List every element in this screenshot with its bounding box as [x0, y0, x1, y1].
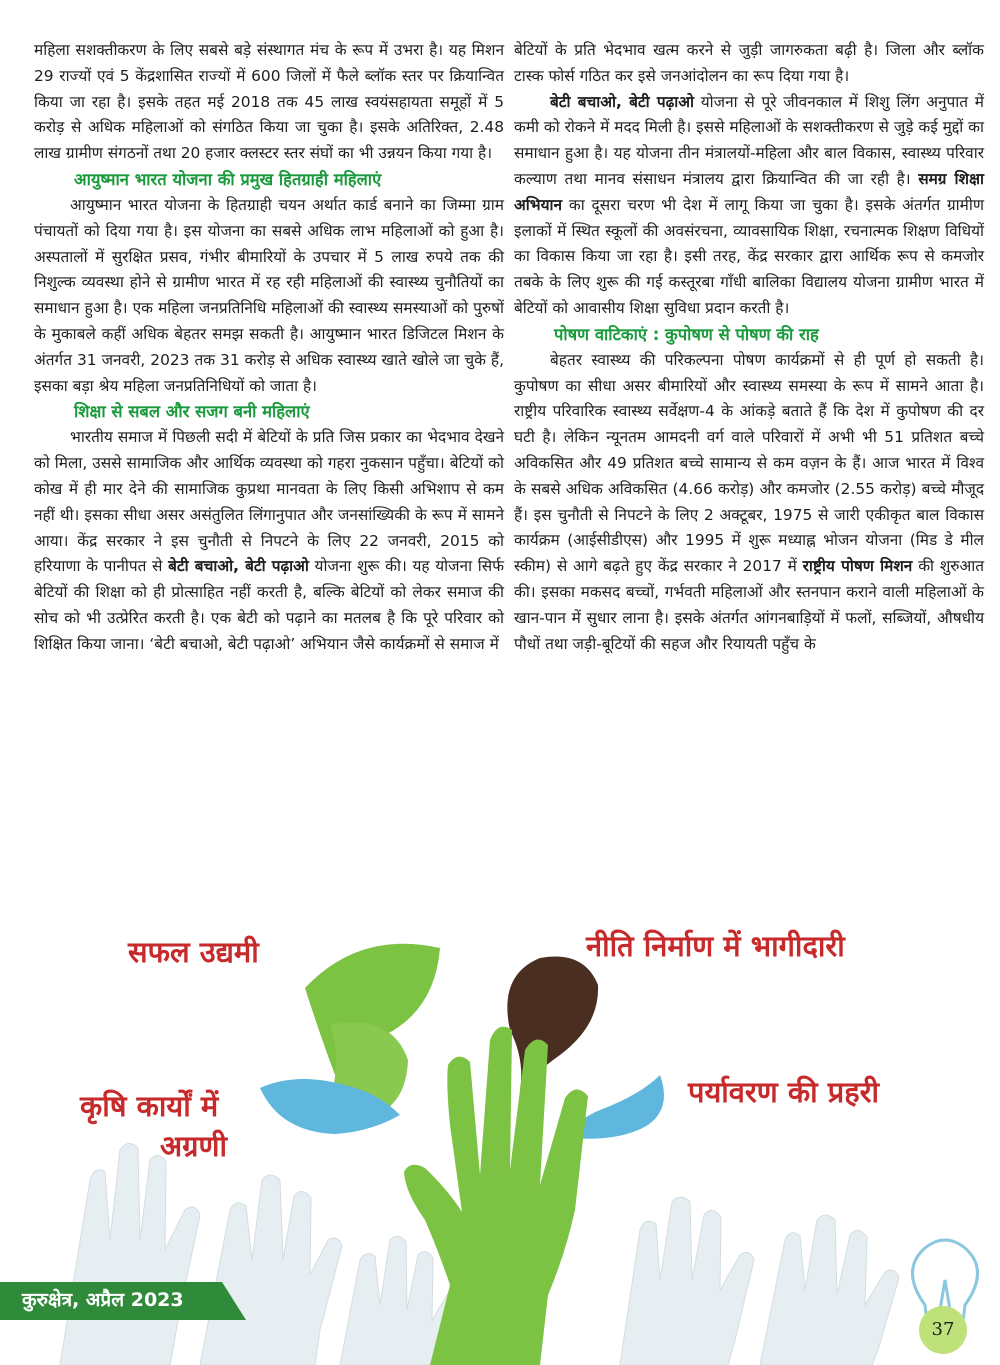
heading-ayushman: आयुष्मान भारत योजना की प्रमुख हितग्राही महिलाएं: [74, 169, 382, 189]
left-paragraph-2: आयुष्मान भारत योजना के हितग्राही चयन अर्थात कार्ड बनाने का जिम्मा ग्राम पंचायतों को दिया गया है। इस योजना का सबसे अधिक लाभ महिलाओं को हुआ है। अस्पतालों में सुरक्षित प्रसव, गंभीर बीमारियों के उपचार में 5 लाख रुपये तक की निशुल्क व्यवस्था होने से ग्रामीण भारत में रह रही महिलाओं की स्वास्थ्य चुनौतियों का समाधान हुआ है। एक महिला जनप्रतिनिधि महिलाओं की स्वास्थ्य समस्याओं को पुरुषों के मुकाबले कहीं अधिक बेहतर समझ सकती है। आयुष्मान भारत डिजिटल मिशन के अंतर्गत 31 जनवरी, 2023 तक 31 करोड़ से अधिक स्वास्थ्य खाते खोले जा चुके हैं, इसका बड़ा श्रेय महिला जनप्रतिनिधियों को जाता है।: [34, 195, 504, 395]
right-paragraph-3: [514, 348, 984, 658]
text-run: योजना से पूरे जीवनकाल में शिशु लिंग अनुपात में कमी को रोकने में मदद मिली है। इससे महिलाओं के सशक्तीकरण से जुड़े कई मुद्दों का समाधान हुआ है। यह योजना तीन मंत्रालयों-महिला और बाल विकास, स्वास्थ्य परिवार कल्याण तथा मानव संसाधन मंत्रालय द्वारा क्रियान्वित की जा रही है।: [514, 92, 984, 188]
text-run: बेहतर स्वास्थ्य की परिकल्पना पोषण कार्यक्रमों से ही पूर्ण हो सकती है। कुपोषण का सीधा असर बीमारियों और स्वास्थ्य समस्या के रूप में सामने आता है। राष्ट्रीय परिवारिक स्वास्थ्य सर्वेक्षण-4 के आंकड़े बताते हैं कि देश में कुपोषण की दर घटी है। लेकिन न्यूनतम आमदनी वर्ग वाले परिवारों में अभी भी 51 प्रतिशत बच्चे अविकसित और 49 प्रतिशत बच्चे सामान्य से कम वज़न के हैं। आज भारत में विश्व के सबसे अधिक अविकसित (4.66 करोड़) और कमजोर (2.55 करोड़) बच्चे मौजूद हैं। इस चुनौती से निपटने के लिए 2 अक्टूबर, 1975 से जारी एकीकृत बाल विकास कार्यक्रम (आईसीडीएस) और 1995 में शुरू मध्याह्न भोजन योजना (मिड डे मील स्कीम) से आगे बढ़ते हुए केंद्र सरकार ने 2017 में: [514, 350, 984, 576]
bold-scheme-name: समग्र शिक्षा अभियान: [514, 169, 984, 214]
label-paryavaran: पर्यावरण की प्रहरी: [688, 1075, 880, 1109]
right-paragraph-2: [514, 90, 984, 322]
label-safal-udyami: सफल उद्यमी: [128, 935, 259, 969]
left-column: [34, 38, 504, 658]
heading-shiksha: शिक्षा से सबल और सजग बनी महिलाएं: [74, 402, 310, 422]
text-run: योजना शुरू की। यह योजना सिर्फ बेटियों की शिक्षा को ही प्रोत्साहित नहीं करती है, बल्कि बेटियों को लेकर समाज की सोच को भी उत्प्रेरित करती है। एक बेटी को पढ़ाने का मतलब है कि पूरे परिवार को शिक्षित किया जाना। ‘बेटी बचाओ, बेटी पढ़ाओ’ अभियान जैसे कार्यक्रमों से समाज में: [34, 557, 504, 653]
bold-scheme-name: बेटी बचाओ, बेटी पढ़ाओ: [168, 557, 309, 576]
right-paragraph-1: बेटियों के प्रति भेदभाव खत्म करने से जुड़ी जागरुकता बढ़ी है। जिला और ब्लॉक टास्क फोर्स गठित कर इसे जनआंदोलन का रूप दिया गया है।: [514, 41, 984, 85]
bold-scheme-name: बेटी बचाओ, बेटी पढ़ाओ: [550, 92, 694, 111]
text-run: का दूसरा चरण भी देश में लागू किया जा चुका है। इसके अंतर्गत ग्रामीण इलाकों में स्थित स्कूलों की अवसंरचना, व्यावसायिक शिक्षा, रचनात्मक शिक्षण विधियों का विकास किया जा रहा है। इसी तरह, केंद्र सरकार द्वारा आर्थिक रूप से कमजोर तबके के लिए शुरू की गई कस्तूरबा गाँधी बालिका विद्यालय योजना ग्रामीण भारत में बेटियों को आवासीय शिक्षा सुविधा प्रदान करती है।: [514, 195, 984, 317]
text-run: की शुरुआत की। इसका मकसद बच्चों, गर्भवती महिलाओं और स्तनपान कराने वाली महिलाओं के खान-पान में सुधार लाना है। इसके अंतर्गत आंगनबाड़ियों में फलों, सब्जियों, औषधीय पौधों तथा जड़ी-बूटियों की सहज और रियायती पहुँच के: [514, 557, 984, 653]
text-run: भारतीय समाज में पिछली सदी में बेटियों के प्रति जिस प्रकार का भेदभाव देखने को मिला, उससे सामाजिक और आर्थिक व्यवस्था को गहरा नुकसान पहुँचा। बेटियों को कोख में ही मार देने की सामाजिक कुप्रथा मानवता के लिए किसी अभिशाप से कम नहीं थी। इसका सीधा असर असंतुलित लिंगानुपात और जनसांख्यिकी के रूप में सामने आया। केंद्र सरकार ने इस चुनौती से निपटने के लिए 22 जनवरी, 2015 को हरियाणा के पानीपत से: [34, 428, 504, 576]
label-niti-nirman: नीति निर्माण में भागीदारी: [586, 929, 845, 963]
label-agrani: अग्रणी: [160, 1129, 227, 1163]
left-paragraph-1: महिला सशक्तीकरण के लिए सबसे बड़े संस्थागत मंच के रूप में उभरा है। यह मिशन 29 राज्यों एवं 5 केंद्रशासित राज्यों में 600 जिलों में फैले ब्लॉक स्तर पर क्रियान्वित किया जा रहा है। इसके तहत मई 2018 तक 45 लाख स्वयंसहायता समूहों में 5 करोड़ से अधिक महिलाओं को संगठित किया जा चुका है। इसके अतिरिक्त, 2.48 लाख ग्रामीण संगठनों तथा 20 हजार क्लस्टर स्तर संघों का भी उन्नयन किया गया है।: [34, 41, 504, 163]
right-column: [514, 38, 984, 657]
brown-drop-shape: [507, 957, 598, 1090]
bold-scheme-name: राष्ट्रीय पोषण मिशन: [802, 557, 913, 576]
heading-poshan: पोषण वाटिकाएं : कुपोषण से पोषण की राह: [554, 324, 819, 344]
page-number: 37: [931, 1319, 955, 1340]
label-krishi-karya: कृषि कार्यों में: [80, 1089, 219, 1123]
footer-magazine-name: कुरुक्षेत्र, अप्रैल 2023: [22, 1289, 184, 1311]
left-paragraph-3: [34, 425, 504, 657]
